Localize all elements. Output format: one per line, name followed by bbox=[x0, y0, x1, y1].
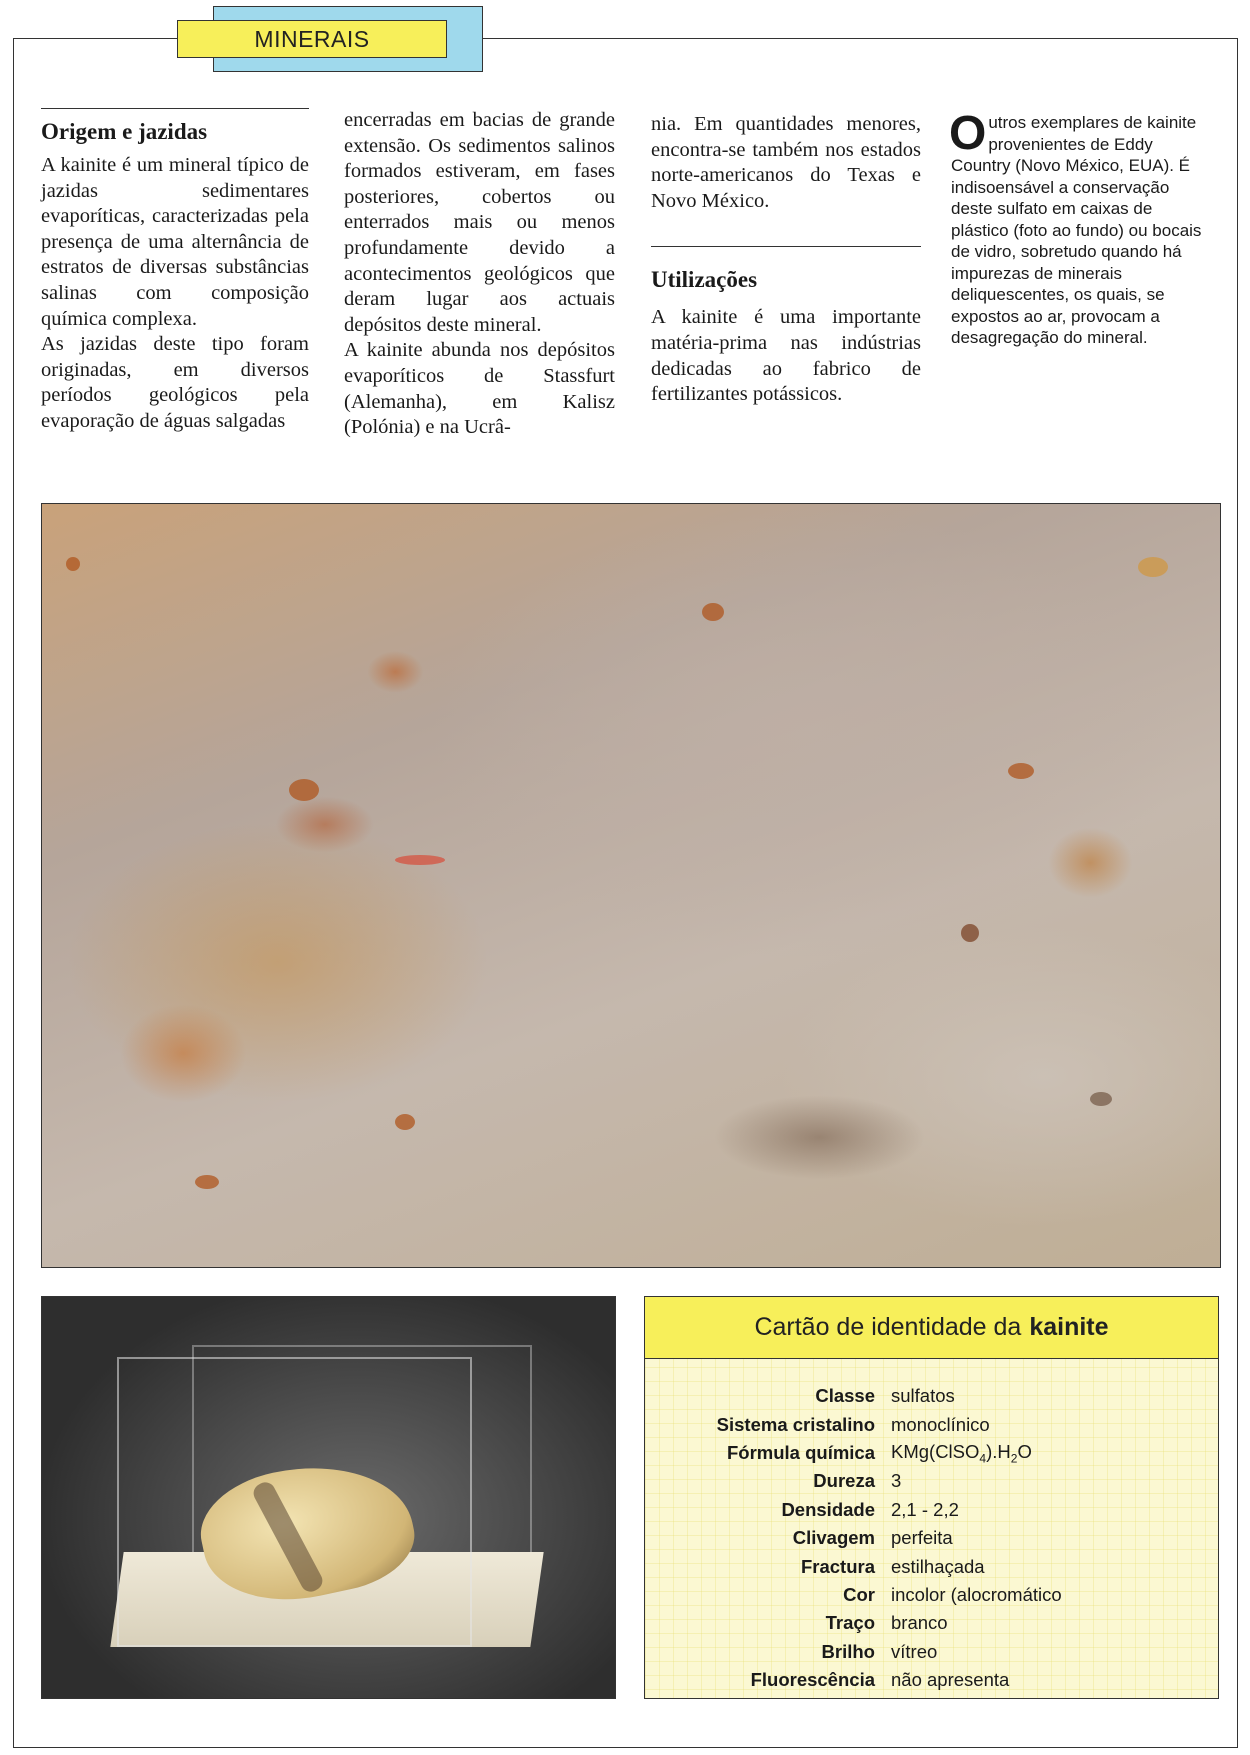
row-value: sulfatos bbox=[891, 1385, 955, 1407]
row-label: Densidade bbox=[781, 1498, 875, 1520]
paragraph: encerradas em bacias de grande extensão. Os sedimentos salinos formados estiveram, em fases posteriores, cobertos ou enterrados mais ou menos profundamente devido a acontecimentos geológicos que deram lugar aos actuais depósitos deste mineral. bbox=[344, 109, 615, 336]
caption-text: utros exemplares de kainite provenientes de Eddy Country (Novo México, EUA). É indisoensável a conservação deste sulfato em caixas de plástico (foto ao fundo) ou bocais de vidro, sobretudo quando há impurezas de minerais deliquescentes, os quais, se expostos ao ar, provocam a desagregação do mineral. bbox=[951, 113, 1202, 347]
row-label: Fórmula química bbox=[726, 1441, 875, 1463]
formula-part: O bbox=[1017, 1440, 1032, 1462]
table-row bbox=[645, 1524, 1218, 1552]
row-label: Classe bbox=[815, 1385, 875, 1407]
row-label: Sistema cristalino bbox=[716, 1413, 875, 1435]
column-rule bbox=[651, 246, 921, 247]
table-row bbox=[645, 1666, 1218, 1694]
formula-subscript: 4 bbox=[979, 1451, 987, 1466]
row-value: branco bbox=[891, 1612, 948, 1634]
identity-card bbox=[644, 1296, 1219, 1699]
identity-card-title: Cartão de identidade da bbox=[754, 1313, 1022, 1341]
paragraph: A kainite abunda nos depósitos evaporíticos de Stassfurt (Alemanha), em Kalisz (Polónia) e na Ucrâ- bbox=[344, 339, 615, 439]
formula-part: KMg(ClSO bbox=[891, 1440, 980, 1462]
section-tab bbox=[177, 20, 447, 58]
row-label: Clivagem bbox=[792, 1527, 875, 1549]
identity-table bbox=[645, 1382, 1218, 1694]
section-label: MINERAIS bbox=[254, 25, 370, 52]
table-row bbox=[645, 1467, 1218, 1495]
paragraph: A kainite é um mineral típico de jazidas sedimentares evaporíticas, caracterizadas pela presença de uma alternância de estratos de diversas substâncias salinas com composição química complexa. bbox=[41, 154, 309, 330]
table-row bbox=[645, 1496, 1218, 1524]
column-3 bbox=[651, 112, 921, 408]
row-label: Cor bbox=[843, 1583, 875, 1605]
row-value: 2,1 - 2,2 bbox=[891, 1498, 959, 1520]
table-row bbox=[645, 1638, 1218, 1666]
column-origin bbox=[41, 108, 309, 435]
row-label: Dureza bbox=[813, 1470, 875, 1492]
box-front-edge bbox=[117, 1357, 472, 1647]
dropcap: O bbox=[949, 107, 987, 160]
row-value: não apresenta bbox=[891, 1669, 1010, 1691]
identity-card-mineral: kainite bbox=[1029, 1313, 1109, 1341]
row-value: monoclínico bbox=[891, 1413, 990, 1435]
table-row bbox=[645, 1382, 1218, 1410]
row-value: perfeita bbox=[891, 1527, 953, 1549]
table-row bbox=[645, 1609, 1218, 1637]
table-row bbox=[645, 1439, 1218, 1467]
column-rule bbox=[41, 108, 309, 109]
specimen-box-photo bbox=[41, 1296, 616, 1699]
table-row bbox=[645, 1581, 1218, 1609]
row-value: 3 bbox=[891, 1470, 902, 1492]
formula-part: ).H bbox=[986, 1440, 1011, 1462]
row-label: Fractura bbox=[800, 1555, 875, 1577]
identity-card-header bbox=[645, 1297, 1218, 1359]
formula-subscript: 2 bbox=[1010, 1451, 1018, 1466]
row-label: Traço bbox=[825, 1612, 875, 1634]
row-value: incolor (alocromático bbox=[891, 1583, 1062, 1605]
heading-uses: Utilizações bbox=[651, 267, 758, 293]
column-2 bbox=[344, 108, 615, 441]
row-value: vítreo bbox=[891, 1640, 938, 1662]
row-label: Brilho bbox=[821, 1640, 875, 1662]
row-value: estilhaçada bbox=[891, 1555, 985, 1577]
table-row bbox=[645, 1410, 1218, 1438]
row-value-formula bbox=[891, 1441, 1218, 1466]
paragraph: As jazidas deste tipo foram originadas, em diversos períodos geológicos pela evaporação de águas salgadas bbox=[41, 333, 309, 432]
paragraph: A kainite é uma importante matéria-prima nas indústrias dedicadas ao fabrico de fertilizantes potássicos. bbox=[651, 306, 921, 406]
photo-caption bbox=[949, 107, 1211, 349]
paragraph: nia. Em quantidades menores, encontra-se também nos estados norte-americanos do Texas e Novo México. bbox=[651, 113, 921, 212]
row-label: Fluorescência bbox=[750, 1669, 875, 1691]
table-row bbox=[645, 1552, 1218, 1580]
kainite-photo bbox=[41, 503, 1221, 1268]
heading-origin: Origem e jazidas bbox=[41, 119, 208, 144]
